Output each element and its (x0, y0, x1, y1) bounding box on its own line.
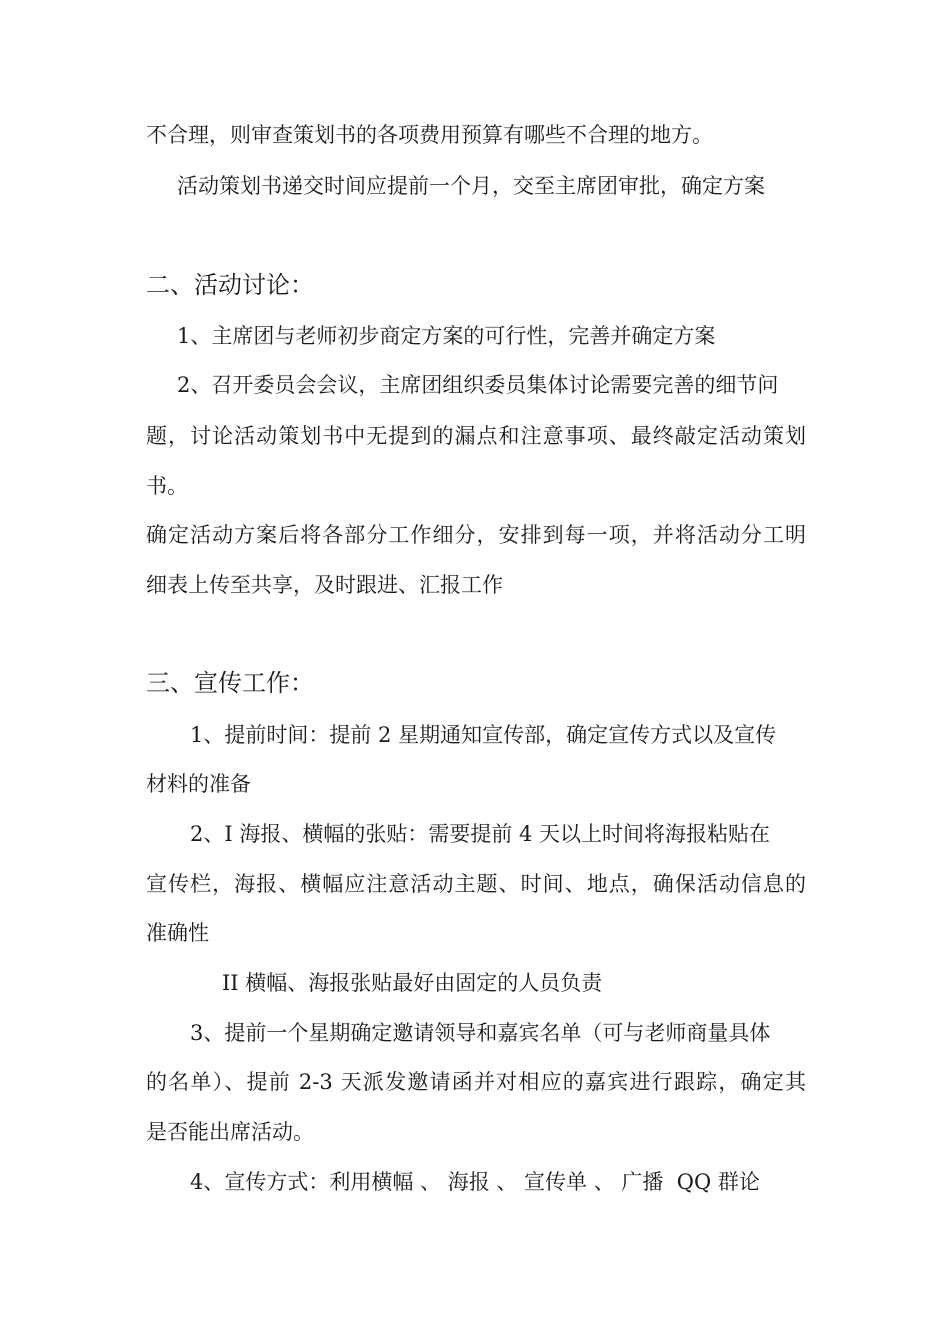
paragraph-line: 细表上传至共享，及时跟进、汇报工作 (146, 573, 503, 597)
paragraph-line: 确定活动方案后将各部分工作细分，安排到每一项，并将活动分工明 (146, 523, 806, 547)
paragraph-line: 4、宣传方式：利用横幅 、 海报 、 宣传单 、 广播 QQ 群论 (190, 1170, 760, 1194)
paragraph-line: 1、主席团与老师初步商定方案的可行性，完善并确定方案 (177, 324, 716, 348)
paragraph-line: 不合理，则审查策划书的各项费用预算有哪些不合理的地方。 (146, 123, 713, 147)
paragraph-line: 活动策划书递交时间应提前一个月，交至主席团审批，确定方案 (177, 174, 765, 198)
paragraph-line: 题，讨论活动策划书中无提到的漏点和注意事项、最终敲定活动策划 (146, 424, 806, 448)
paragraph-line: 2、I 海报、横幅的张贴：需要提前 4 天以上时间将海报粘贴在 (190, 822, 771, 846)
paragraph-line: 材料的准备 (146, 772, 251, 796)
paragraph-line: 宣传栏，海报、横幅应注意活动主题、时间、地点，确保活动信息的 (146, 872, 806, 896)
paragraph-line: 准确性 (146, 921, 209, 945)
paragraph-line: 是否能出席活动。 (146, 1120, 314, 1144)
paragraph-line: 1、提前时间：提前 2 星期通知宣传部，确定宣传方式以及宣传 (190, 723, 777, 747)
section-heading-discussion: 二、活动讨论： (146, 271, 314, 299)
paragraph-line: 3、提前一个星期确定邀请领导和嘉宾名单（可与老师商量具体 (190, 1021, 771, 1045)
paragraph-line: 书。 (146, 474, 188, 498)
paragraph-line: 的名单）、提前 2-3 天派发邀请函并对相应的嘉宾进行跟踪，确定其 (146, 1070, 806, 1094)
paragraph-line: II 横幅、海报张贴最好由固定的人员负责 (222, 971, 603, 995)
section-heading-publicity: 三、宣传工作： (146, 669, 314, 697)
paragraph-line: 2、召开委员会会议，主席团组织委员集体讨论需要完善的细节问 (177, 373, 779, 397)
